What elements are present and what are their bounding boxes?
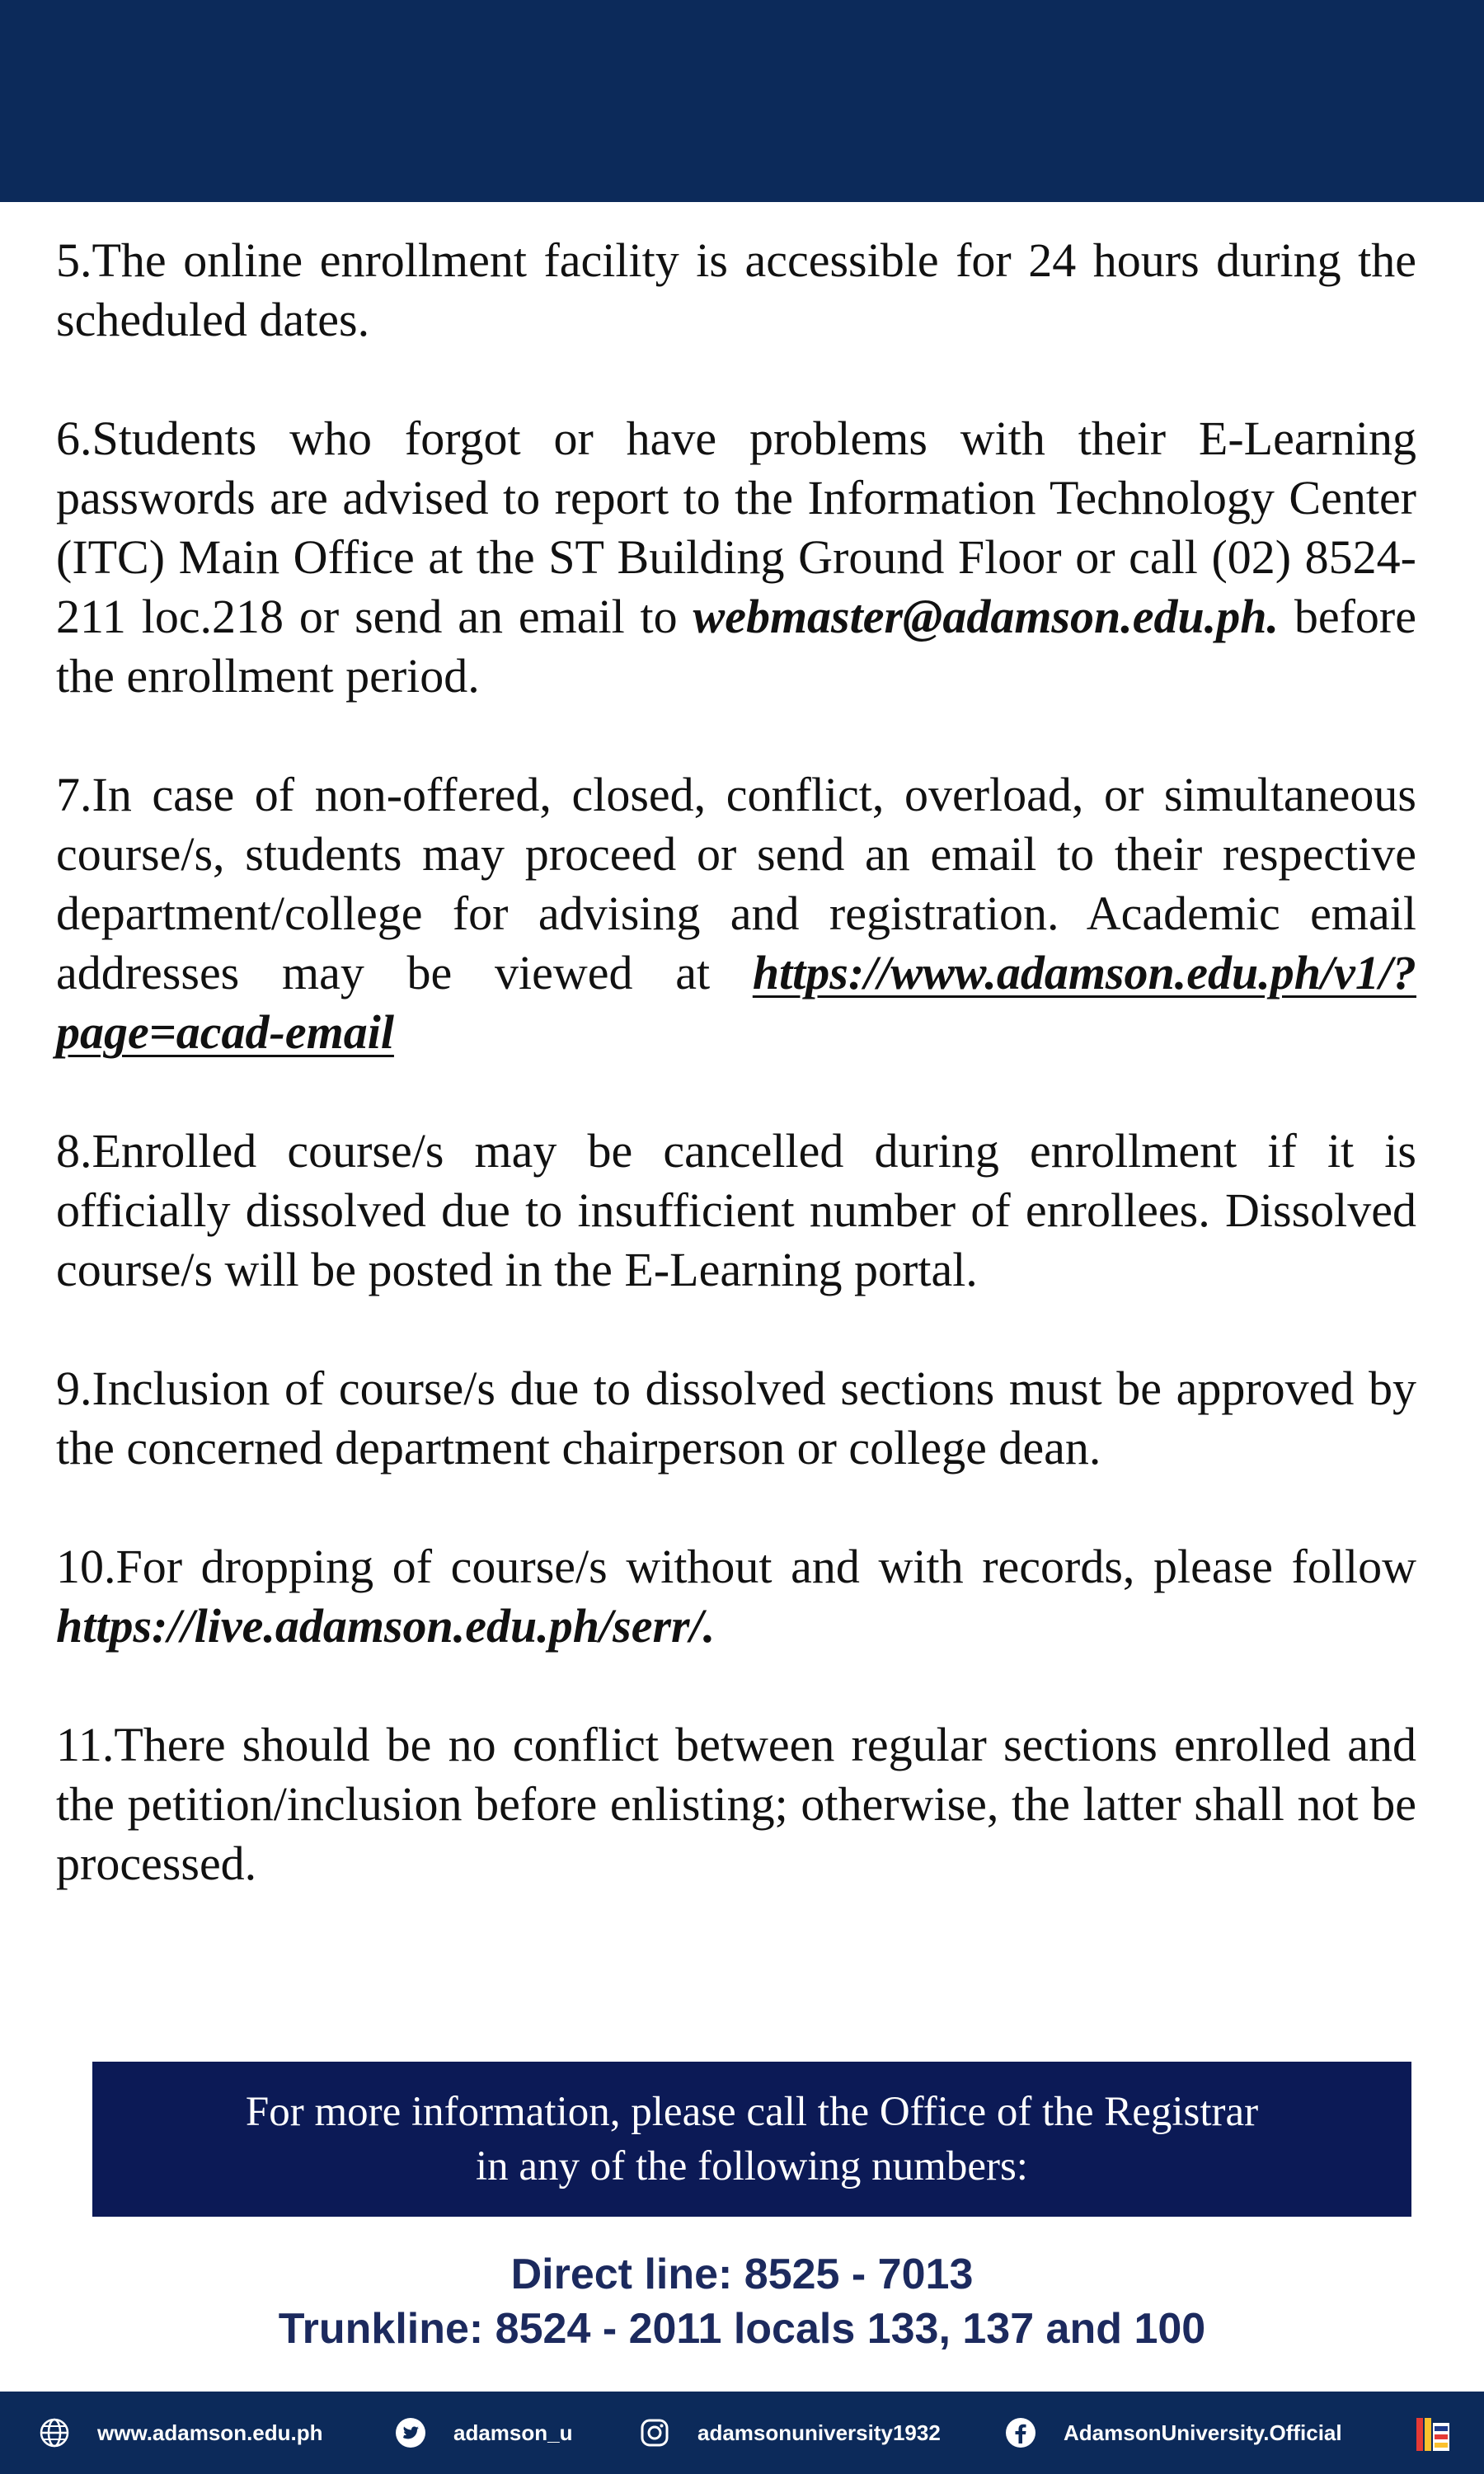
item-text: In case of non-offered, closed, conflict, overload, or simultaneous course/s, students may proceed or send an email to their respective department/college for advising and registration. Academic email addresses may be viewed at: [56, 768, 1416, 999]
serr-link[interactable]: https://live.adamson.edu.ph/serr/.: [56, 1599, 716, 1653]
itc-email-link[interactable]: webmaster@adamson.edu.ph.: [693, 590, 1280, 643]
enrollment-guidelines: [56, 231, 1416, 1953]
footer-twitter[interactable]: [394, 2416, 573, 2449]
instagram-icon: [638, 2416, 671, 2449]
acad-email-link[interactable]: https://www.adamson.edu.ph/v1/?page=acad-email: [56, 946, 1416, 1059]
item-number: 8.: [56, 1124, 92, 1178]
info-box: [92, 2062, 1411, 2217]
footer-bar: [0, 2392, 1484, 2474]
facebook-handle: AdamsonUniversity.Official: [1064, 2420, 1342, 2445]
direct-line: Direct line: 8525 - 7013: [510, 2251, 974, 2298]
item-number: 9.: [56, 1362, 92, 1415]
guideline-item-8: [56, 1122, 1416, 1300]
item-number: 6.: [56, 412, 92, 465]
header-band: [0, 0, 1484, 202]
item-number: 5.: [56, 233, 92, 287]
item-number: 7.: [56, 768, 92, 821]
item-text: Inclusion of course/s due to dissolved sections must be approved by the concerned department chairperson or college dean.: [56, 1362, 1416, 1475]
website-label: www.adamson.edu.ph: [97, 2420, 323, 2445]
item-text: There should be no conflict between regular sections enrolled and the petition/inclusion before enlisting; otherwise, the latter shall not be processed.: [56, 1718, 1416, 1890]
guideline-item-11: [56, 1715, 1416, 1893]
guideline-item-10: [56, 1537, 1416, 1656]
twitter-icon: [394, 2416, 427, 2449]
trunkline: Trunkline: 8524 - 2011 locals 133, 137 and 100: [278, 2305, 1206, 2353]
item-text: For dropping of course/s without and with records, please follow: [115, 1540, 1416, 1593]
item-text-after: before the enrollment period.: [56, 590, 1416, 703]
item-text: Students who forgot or have problems with their E-Learning passwords are advised to report to the Information Technology Center (ITC) Main Office at the ST Building Ground Floor or call (02) 8524-211 loc.218 or send an email to: [56, 412, 1416, 643]
globe-icon: [38, 2416, 71, 2449]
contact-numbers: [0, 2247, 1484, 2356]
item-text: The online enrollment facility is accessible for 24 hours during the scheduled dates.: [56, 233, 1416, 346]
item-number: 10.: [56, 1540, 116, 1593]
guideline-item-9: [56, 1359, 1416, 1478]
item-text: Enrolled course/s may be cancelled during enrollment if it is officially dissolved due to insufficient number of enrollees. Dissolved course/s will be posted in the E-Learning portal.: [56, 1124, 1416, 1296]
footer-website[interactable]: [38, 2416, 323, 2449]
twitter-handle: adamson_u: [453, 2420, 573, 2445]
item-number: 11.: [56, 1718, 115, 1771]
instagram-handle: adamsonuniversity1932: [697, 2420, 941, 2445]
guideline-item-6: [56, 409, 1416, 706]
footer-instagram[interactable]: [638, 2416, 941, 2449]
university-logo: [1415, 2416, 1451, 2453]
guideline-item-5: [56, 231, 1416, 350]
info-line-2: in any of the following numbers:: [476, 2143, 1028, 2189]
footer-facebook[interactable]: [1004, 2416, 1342, 2449]
info-line-1: For more information, please call the Office of the Registrar: [245, 2089, 1259, 2135]
guideline-item-7: [56, 765, 1416, 1062]
facebook-icon: [1004, 2416, 1037, 2449]
